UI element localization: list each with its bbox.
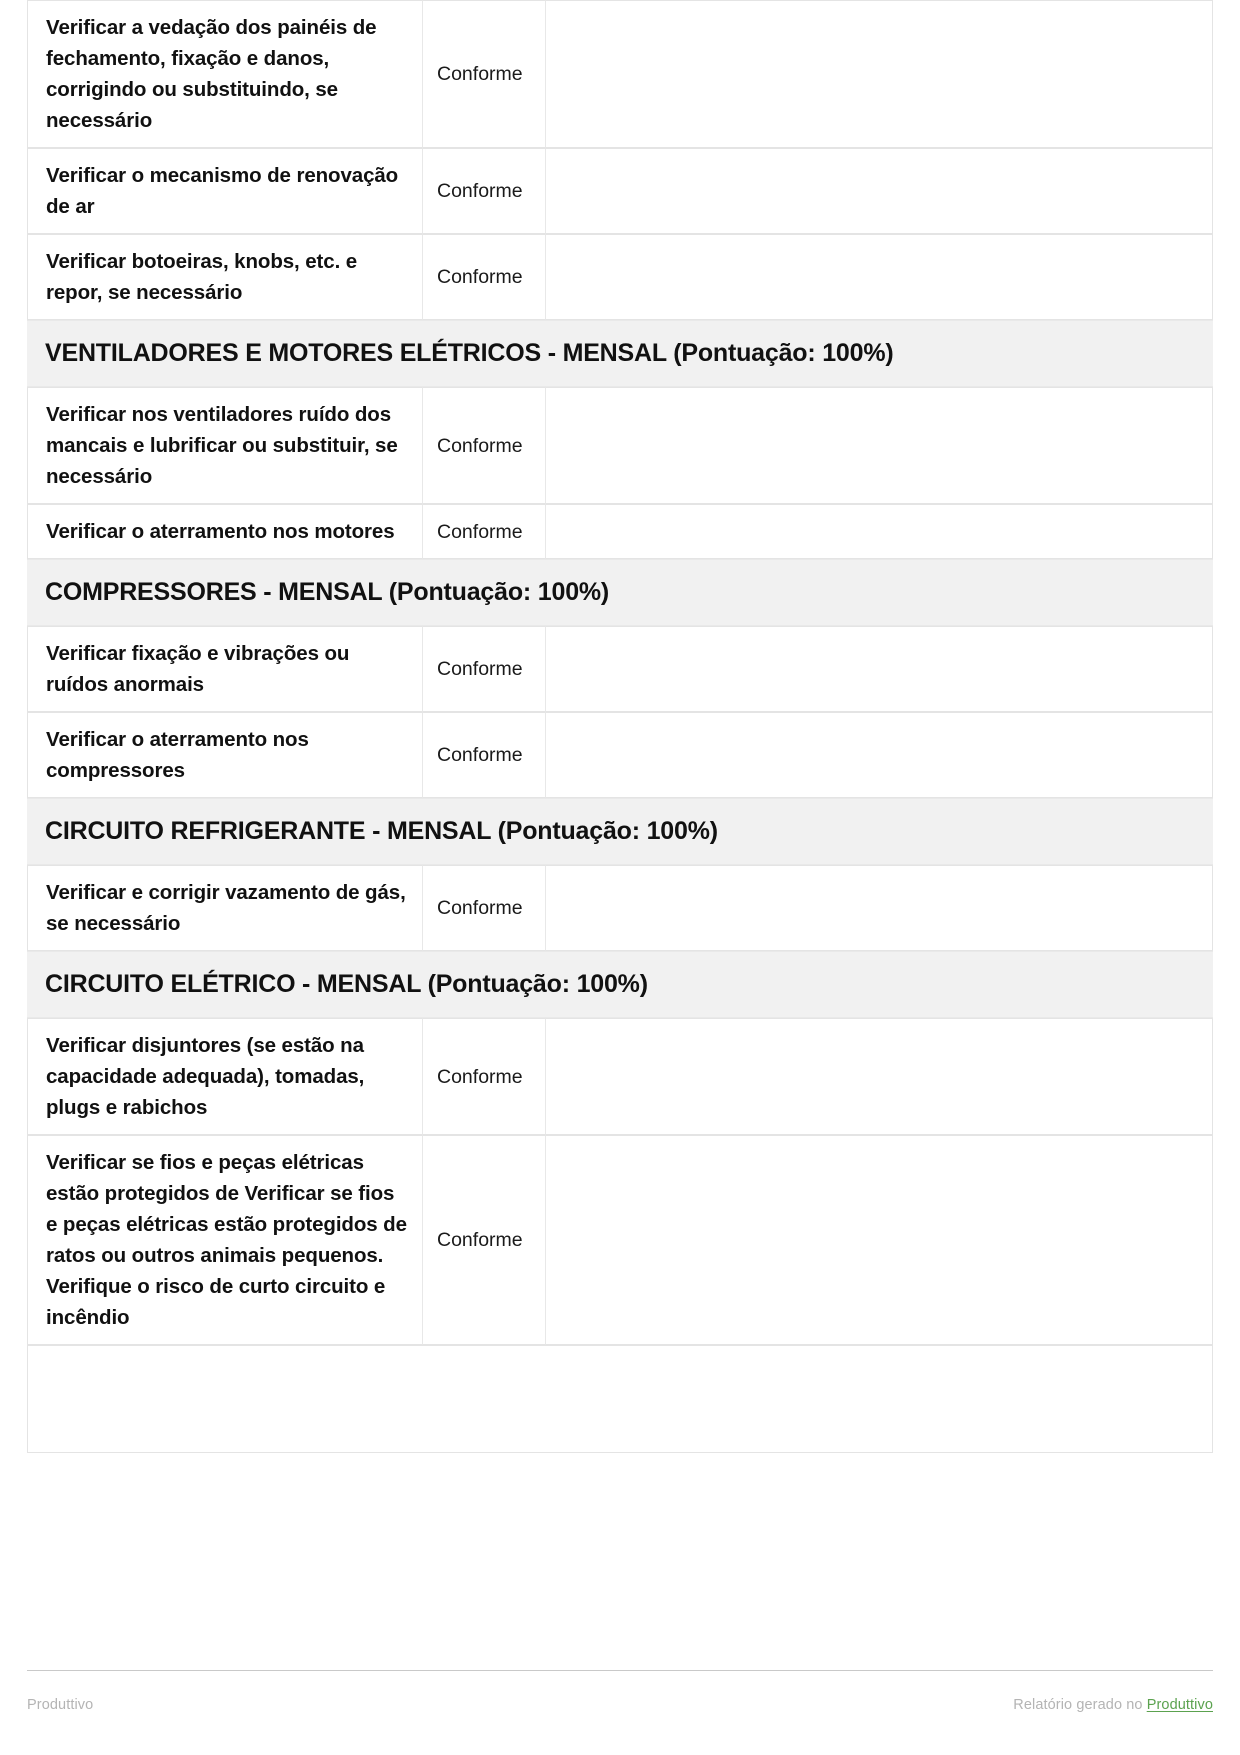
status-value: Conforme: [423, 387, 546, 504]
notes-value: [546, 712, 1213, 798]
status-value: Conforme: [423, 1018, 546, 1135]
footer-brand: Produttivo: [27, 1697, 94, 1713]
notes-value: [546, 387, 1213, 504]
notes-value: [546, 865, 1213, 951]
table-row: [27, 0, 1213, 148]
checklist-table-body: [27, 0, 1213, 1453]
checklist-item-label: Verificar disjuntores (se estão na capacidade adequada), tomadas, plugs e rabichos: [27, 1018, 423, 1135]
status-value: Conforme: [423, 865, 546, 951]
blank-cell: [27, 1345, 1213, 1453]
footer-divider: [27, 1670, 1213, 1671]
table-row: [27, 148, 1213, 234]
checklist-item-label: Verificar nos ventiladores ruído dos mancais e lubrificar ou substituir, se necessário: [27, 387, 423, 504]
status-value: Conforme: [423, 504, 546, 559]
blank-row: [27, 1345, 1213, 1453]
section-header-row: [27, 320, 1213, 387]
section-header-row: [27, 798, 1213, 865]
footer-spacer: [27, 1453, 1213, 1670]
table-row: [27, 865, 1213, 951]
checklist-item-label: Verificar e corrigir vazamento de gás, se necessário: [27, 865, 423, 951]
status-value: Conforme: [423, 0, 546, 148]
status-value: Conforme: [423, 148, 546, 234]
notes-value: [546, 234, 1213, 320]
status-value: Conforme: [423, 626, 546, 712]
checklist-item-label: Verificar botoeiras, knobs, etc. e repor, se necessário: [27, 234, 423, 320]
checklist-item-label: Verificar fixação e vibrações ou ruídos anormais: [27, 626, 423, 712]
status-value: Conforme: [423, 234, 546, 320]
footer-generated-note: [1013, 1697, 1213, 1713]
produttivo-link[interactable]: Produttivo: [1146, 1697, 1213, 1713]
footer-bar: [27, 1697, 1213, 1755]
table-row: [27, 387, 1213, 504]
section-title: CIRCUITO REFRIGERANTE - MENSAL (Pontuação: 100%): [27, 798, 1213, 865]
table-row: [27, 626, 1213, 712]
checklist-table: [27, 0, 1213, 1453]
table-row: [27, 234, 1213, 320]
notes-value: [546, 504, 1213, 559]
notes-value: [546, 1135, 1213, 1345]
table-row: [27, 1135, 1213, 1345]
section-header-row: [27, 951, 1213, 1018]
notes-value: [546, 1018, 1213, 1135]
footer-generated-prefix: Relatório gerado no: [1013, 1697, 1147, 1713]
notes-value: [546, 626, 1213, 712]
section-title: COMPRESSORES - MENSAL (Pontuação: 100%): [27, 559, 1213, 626]
notes-value: [546, 148, 1213, 234]
section-title: VENTILADORES E MOTORES ELÉTRICOS - MENSAL (Pontuação: 100%): [27, 320, 1213, 387]
section-header-row: [27, 559, 1213, 626]
checklist-item-label: Verificar se fios e peças elétricas estão protegidos de Verificar se fios e peças elétricas estão protegidos de ratos ou outros animais pequenos. Verifique o risco de curto circuito e incêndio: [27, 1135, 423, 1345]
notes-value: [546, 0, 1213, 148]
section-title: CIRCUITO ELÉTRICO - MENSAL (Pontuação: 100%): [27, 951, 1213, 1018]
checklist-item-label: Verificar o aterramento nos motores: [27, 504, 423, 559]
table-row: [27, 1018, 1213, 1135]
table-row: [27, 712, 1213, 798]
status-value: Conforme: [423, 712, 546, 798]
page-footer: [27, 1670, 1213, 1755]
status-value: Conforme: [423, 1135, 546, 1345]
checklist-item-label: Verificar o mecanismo de renovação de ar: [27, 148, 423, 234]
checklist-item-label: Verificar o aterramento nos compressores: [27, 712, 423, 798]
checklist-item-label: Verificar a vedação dos painéis de fechamento, fixação e danos, corrigindo ou substituindo, se necessário: [27, 0, 423, 148]
table-row: [27, 504, 1213, 559]
